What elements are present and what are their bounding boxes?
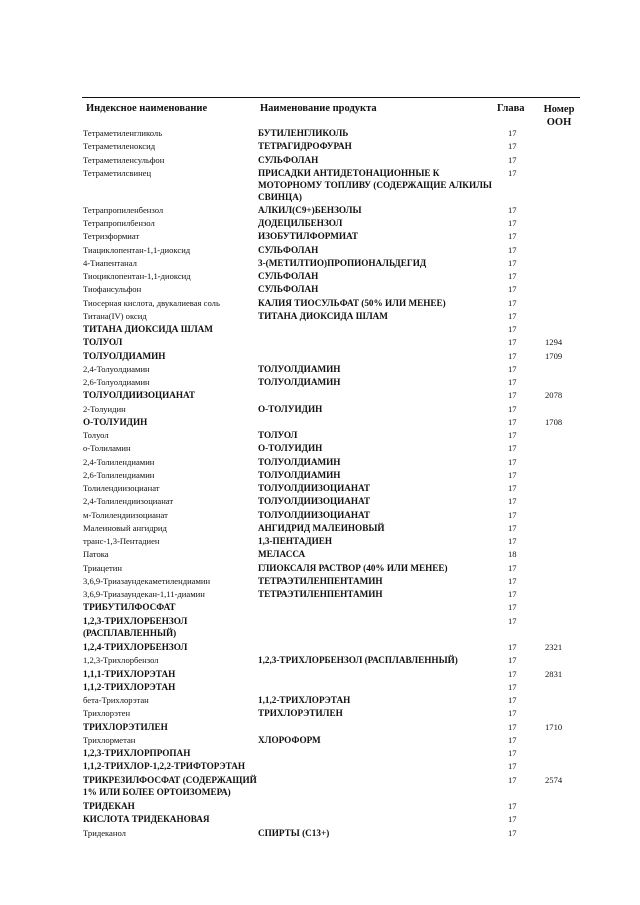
table-row [0,813,640,826]
product-name-cell: ТОЛУОЛДИИЗОЦИАНАТ [258,496,370,507]
header-product-name: Наименование продукта [260,103,377,114]
index-name-cell: ТОЛУОЛДИАМИН [83,350,166,361]
chapter-cell: 17 [508,748,517,758]
product-name-cell: КАЛИЯ ТИОСУЛЬФАТ (50% ИЛИ МЕНЕЕ) [258,297,446,308]
table-row [0,297,640,310]
table-row [0,323,640,336]
table-row [0,588,640,601]
chapter-cell: 17 [508,483,517,493]
index-name-cell: бета-Трихлорэтан [83,695,149,705]
index-name-cell: 2,6-Толилендиамин [83,469,155,480]
table-row [0,429,640,442]
table-row [0,707,640,720]
index-name-cell: м-Толилендиизоцианат [83,509,168,520]
table-row [0,310,640,323]
table-row [0,469,640,482]
table-row [0,257,640,270]
product-name-cell: ТЕТРАЭТИЛЕНПЕНТАМИН [258,575,383,586]
product-name-cell: ТОЛУОЛДИАМИН [258,456,341,467]
chapter-cell: 17 [508,575,517,586]
chapter-cell: 17 [508,403,517,414]
chapter-cell: 17 [508,337,517,348]
chapter-cell: 17 [508,154,517,165]
table-row [0,495,640,508]
index-name-cell: Титана(IV) оксид [83,310,147,321]
table-row [0,376,640,389]
index-name-cell: 2-Толуидин [83,403,126,414]
product-name-cell: 3-(МЕТИЛТИО)ПРОПИОНАЛЬДЕГИД [258,257,427,268]
chapter-cell: 17 [508,204,517,215]
chapter-cell: 17 [508,324,517,334]
product-name-cell: ТОЛУОЛ [258,430,298,440]
index-name-cell: Тиоциклопентан-1,1-диоксид [83,271,191,281]
product-name-cell: ТОЛУОЛДИАМИН [258,377,341,387]
index-name-cell: 2,6-Толуолдиамин [83,377,150,387]
chapter-cell: 17 [508,695,517,705]
table-row [0,482,640,495]
chapter-cell: 17 [508,536,517,546]
header-index-name: Индексное наименование [86,103,208,114]
table-row [0,681,640,694]
chapter-cell: 17 [508,681,517,692]
table-header [0,101,640,129]
table-row [0,167,640,204]
table-row [0,389,640,402]
index-name-cell: Толилендиизоцианат [83,483,160,493]
product-name-cell: ТОЛУОЛДИАМИН [258,363,341,374]
table-row [0,127,640,140]
table-row [0,721,640,734]
product-name-cell: ТИТАНА ДИОКСИДА ШЛАМ [258,310,388,321]
index-name-cell: Малеиновый ангидрид [83,522,167,533]
table-row [0,747,640,760]
un-number-cell: 2831 [545,668,563,679]
chapter-cell: 17 [508,602,517,613]
un-number-cell: 1709 [545,350,563,361]
index-name-cell: ТРИДЕКАН [83,801,135,811]
chapter-cell: 17 [508,522,517,533]
product-name-cell: ТОЛУОЛДИИЗОЦИАНАТ [258,483,370,493]
product-name-cell: СУЛЬФОЛАН [258,271,319,281]
index-name-cell: 1,1,1-ТРИХЛОРЭТАН [83,668,176,679]
product-name-cell: О-ТОЛУИДИН [258,403,323,414]
chapter-cell: 17 [508,814,517,825]
header-un-number: Номер ООН [543,104,575,128]
chapter-cell: 17 [508,589,517,599]
table-row [0,774,640,801]
chapter-cell: 17 [508,615,517,626]
index-name-cell: ТИТАНА ДИОКСИДА ШЛАМ [83,324,213,334]
header-chapter: Глава [497,103,525,114]
chapter-cell: 17 [508,801,517,811]
index-name-cell: Тридеканол [83,827,126,838]
chapter-cell: 17 [508,655,517,666]
product-name-cell: ТЕТРАЭТИЛЕНПЕНТАМИН [258,589,383,599]
index-name-cell: КИСЛОТА ТРИДЕКАНОВАЯ [83,814,210,825]
un-number-cell: 1294 [545,337,563,348]
chapter-cell: 17 [508,774,517,785]
table-row [0,548,640,561]
index-name-cell: ТОЛУОЛ [83,337,123,348]
index-name-cell: 2,4-Толилендиизоцианат [83,496,174,507]
index-name-cell: Трихлорэтен [83,708,131,719]
index-name-cell: 4-Тиапентанал [83,257,137,268]
table-row [0,641,640,654]
index-name-cell: Тетраметиленгликоль [83,128,163,138]
chapter-cell: 17 [508,469,517,480]
product-name-cell: ПРИСАДКИ АНТИДЕТОНАЦИОННЫЕ К МОТОРНОМУ ТОПЛИВУ (СОДЕРЖАЩИЕ АЛКИЛЫ СВИНЦА) [258,167,492,202]
product-name-cell: 1,3-ПЕНТАДИЕН [258,536,333,546]
chapter-cell: 17 [508,128,517,138]
table-row [0,668,640,681]
index-name-cell: Толуол [83,430,109,440]
table-row [0,601,640,614]
chapter-cell: 17 [508,761,517,772]
table-row [0,760,640,773]
chapter-cell: 17 [508,141,517,152]
chapter-cell: 17 [508,244,517,255]
product-name-cell: О-ТОЛУИДИН [258,443,323,454]
table-row [0,575,640,588]
product-name-cell: ТРИХЛОРЭТИЛЕН [258,708,343,719]
product-name-cell: 1,1,2-ТРИХЛОРЭТАН [258,695,351,705]
un-number-cell: 1708 [545,416,563,427]
index-name-cell: ТРИХЛОРЭТИЛЕН [83,721,168,732]
index-name-cell: о-Толиламин [83,443,131,454]
chapter-cell: 17 [508,456,517,467]
table-row [0,615,640,642]
index-name-cell: 3,6,9-Триазаундекан-1,11-диамин [83,589,205,599]
index-name-cell: 2,4-Толуолдиамин [83,363,150,374]
chapter-cell: 18 [508,549,517,560]
table-row [0,442,640,455]
table-row [0,734,640,747]
table-row [0,800,640,813]
index-name-cell: Тиосерная кислота, двукалиевая соль [83,297,220,308]
chapter-cell: 17 [508,509,517,520]
table-row [0,336,640,349]
chapter-cell: 17 [508,734,517,745]
chapter-cell: 17 [508,708,517,719]
table-row [0,403,640,416]
table-row [0,363,640,376]
index-name-cell: Тетраметиленоксид [83,141,156,152]
table-row [0,270,640,283]
product-name-cell: СУЛЬФОЛАН [258,154,319,165]
chapter-cell: 17 [508,390,517,401]
chapter-cell: 17 [508,284,517,295]
chapter-cell: 17 [508,443,517,454]
index-name-cell: Тетрапропиленбензол [83,204,164,215]
index-name-cell: Тиофансульфон [83,284,142,295]
chapter-cell: 17 [508,642,517,652]
chapter-cell: 17 [508,257,517,268]
index-name-cell: 1,2,3-Трихлорбензол [83,655,159,666]
table-row [0,230,640,243]
product-name-cell: БУТИЛЕНГЛИКОЛЬ [258,128,349,138]
chapter-cell: 17 [508,377,517,387]
index-name-cell: ТОЛУОЛДИИЗОЦИАНАТ [83,390,195,401]
index-name-cell: ТРИКРЕЗИЛФОСФАТ (СОДЕРЖАЩИЙ 1% ИЛИ БОЛЕЕ ОРТОИЗОМЕРА) [83,774,257,797]
table-row [0,456,640,469]
index-name-cell: транс-1,3-Пентадиен [83,536,160,546]
product-name-cell: ДОДЕЦИЛБЕНЗОЛ [258,218,343,228]
index-name-cell: Триацетин [83,562,122,573]
index-name-cell: 1,1,2-ТРИХЛОР-1,2,2-ТРИФТОРЭТАН [83,761,246,772]
index-name-cell: Тетризформиат [83,231,140,242]
table-row [0,522,640,535]
product-name-cell: АЛКИЛ(С9+)БЕНЗОЛЫ [258,204,362,215]
index-name-cell: Тетраметилсвинец [83,167,152,178]
table-row [0,827,640,840]
chapter-cell: 17 [508,668,517,679]
chapter-cell: 17 [508,167,517,178]
index-name-cell: Тетраметиленсульфон [83,154,165,165]
un-number-cell: 2078 [545,390,563,401]
un-number-cell: 1710 [545,721,563,732]
product-name-cell: АНГИДРИД МАЛЕИНОВЫЙ [258,522,385,533]
un-number-cell: 2321 [545,642,563,652]
table-row [0,217,640,230]
table-row [0,509,640,522]
index-name-cell: Трихлорметан [83,734,136,745]
product-name-cell: МЕЛАССА [258,549,306,560]
chapter-cell: 17 [508,562,517,573]
product-name-cell: ХЛОРОФОРМ [258,734,321,745]
chapter-cell: 17 [508,363,517,374]
table-row [0,350,640,363]
table-row [0,283,640,296]
table-row [0,694,640,707]
product-name-cell: СУЛЬФОЛАН [258,284,319,295]
chapter-cell: 17 [508,827,517,838]
table-row [0,244,640,257]
chapter-cell: 17 [508,231,517,242]
index-name-cell: Патока [83,549,109,560]
index-name-cell: 1,2,3-ТРИХЛОРБЕНЗОЛ (РАСПЛАВЛЕННЫЙ) [83,615,188,638]
index-name-cell: 1,2,3-ТРИХЛОРПРОПАН [83,748,191,758]
chapter-cell: 17 [508,271,517,281]
chapter-cell: 17 [508,496,517,507]
chapter-cell: 17 [508,297,517,308]
chapter-cell: 17 [508,218,517,228]
table-body [0,127,640,840]
product-name-cell: ТЕТРАГИДРОФУРАН [258,141,352,152]
product-name-cell: ГЛИОКСАЛЯ РАСТВОР (40% ИЛИ МЕНЕЕ) [258,562,448,573]
table-row [0,535,640,548]
product-name-cell: ТОЛУОЛДИИЗОЦИАНАТ [258,509,370,520]
product-name-cell: ИЗОБУТИЛФОРМИАТ [258,231,358,242]
chapter-cell: 17 [508,721,517,732]
chapter-cell: 17 [508,416,517,427]
index-name-cell: 3,6,9-Триазаундекаметилендиамин [83,575,211,586]
index-name-cell: 1,2,4-ТРИХЛОРБЕНЗОЛ [83,642,188,652]
un-number-cell: 2574 [545,774,563,785]
table-row [0,204,640,217]
index-name-cell: О-ТОЛУИДИН [83,416,148,427]
table-row [0,140,640,153]
product-name-cell: ТОЛУОЛДИАМИН [258,469,341,480]
table-row [0,562,640,575]
product-name-cell: СПИРТЫ (С13+) [258,827,330,838]
chapter-cell: 17 [508,310,517,321]
chapter-cell: 17 [508,350,517,361]
product-name-cell: СУЛЬФОЛАН [258,244,319,255]
index-name-cell: 1,1,2-ТРИХЛОРЭТАН [83,681,176,692]
table-row [0,654,640,667]
table-row [0,154,640,167]
index-name-cell: ТРИБУТИЛФОСФАТ [83,602,176,613]
index-name-cell: Тиациклопентан-1,1-диоксид [83,244,191,255]
index-name-cell: 2,4-Толилендиамин [83,456,155,467]
product-name-cell: 1,2,3-ТРИХЛОРБЕНЗОЛ (РАСПЛАВЛЕННЫЙ) [258,655,458,666]
header-top-rule [82,97,580,98]
table-row [0,416,640,429]
chapter-cell: 17 [508,430,517,440]
index-name-cell: Тетрапропилбензол [83,218,155,228]
